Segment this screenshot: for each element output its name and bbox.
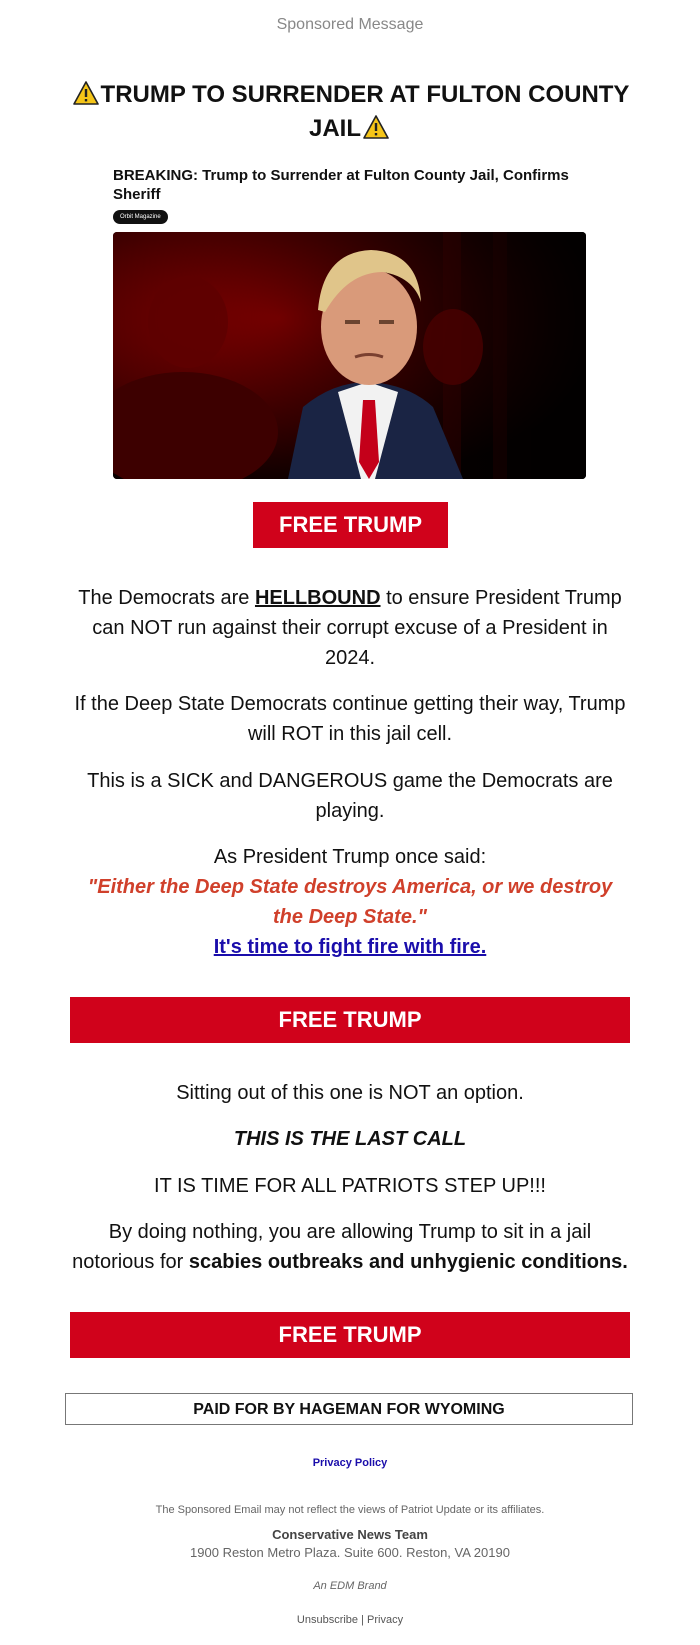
body-paragraph	[70, 1217, 630, 1277]
warning-icon	[363, 115, 389, 139]
sponsored-label: Sponsored Message	[276, 16, 424, 33]
trump-quote: "Either the Deep State destroys America, or we destroy the Deep State."	[87, 876, 613, 928]
quote-block	[70, 842, 630, 962]
privacy-link[interactable]: Privacy	[367, 1614, 404, 1626]
body-paragraph	[70, 583, 630, 673]
body-text: to ensure President Trump can NOT run against their corrupt excuse of a President in 2024.	[92, 587, 622, 669]
quote-intro: As President Trump once said:	[213, 846, 487, 868]
warning-icon	[73, 81, 99, 105]
scabies-emphasis: scabies outbreaks and unhygienic conditions.	[188, 1251, 628, 1273]
last-call-text: THIS IS THE LAST CALL	[233, 1128, 467, 1150]
headline-text: TRUMP TO SURRENDER AT FULTON COUNTY JAIL	[100, 81, 630, 142]
body-paragraph: This is a SICK and DANGEROUS game the Democrats are playing.	[87, 770, 613, 822]
article-card[interactable]	[113, 166, 586, 224]
page-headline	[60, 78, 640, 146]
free-trump-button[interactable]: FREE TRUMP	[70, 1312, 630, 1358]
body-text: The Democrats are	[78, 587, 255, 609]
sponsor-disclaimer: The Sponsored Email may not reflect the views of Patriot Update or its affiliates.	[155, 1504, 545, 1516]
source-badge: Orbit Magazine	[113, 210, 168, 224]
unsubscribe-link[interactable]: Unsubscribe	[296, 1614, 359, 1626]
body-paragraph: If the Deep State Democrats continue getting their way, Trump will ROT in this jail cell.	[74, 693, 626, 745]
hero-photo	[113, 232, 586, 479]
paid-for-disclaimer: PAID FOR BY HAGEMAN FOR WYOMING	[65, 1393, 633, 1425]
footer-separator: |	[358, 1614, 368, 1626]
footer-links	[0, 1614, 700, 1626]
article-title[interactable]: BREAKING: Trump to Surrender at Fulton County Jail, Confirms Sheriff	[113, 167, 569, 203]
privacy-policy-link[interactable]: Privacy Policy	[312, 1457, 388, 1469]
free-trump-button[interactable]: FREE TRUMP	[253, 502, 448, 548]
free-trump-button[interactable]: FREE TRUMP	[70, 997, 630, 1043]
hero-image[interactable]	[113, 232, 586, 479]
sender-address: 1900 Reston Metro Plaza. Suite 600. Reston, VA 20190	[190, 1545, 510, 1560]
body-paragraph: IT IS TIME FOR ALL PATRIOTS STEP UP!!!	[154, 1175, 546, 1197]
brand-tagline: An EDM Brand	[313, 1580, 387, 1592]
hellbound-emphasis: HELLBOUND	[254, 587, 381, 609]
sender-team: Conservative News Team	[272, 1527, 428, 1542]
body-paragraph: Sitting out of this one is NOT an option.	[176, 1082, 524, 1104]
fight-fire-link[interactable]: It's time to fight fire with fire.	[213, 936, 487, 958]
body-text: By doing nothing, you are allowing Trump to sit in a jail notorious for	[72, 1221, 592, 1273]
